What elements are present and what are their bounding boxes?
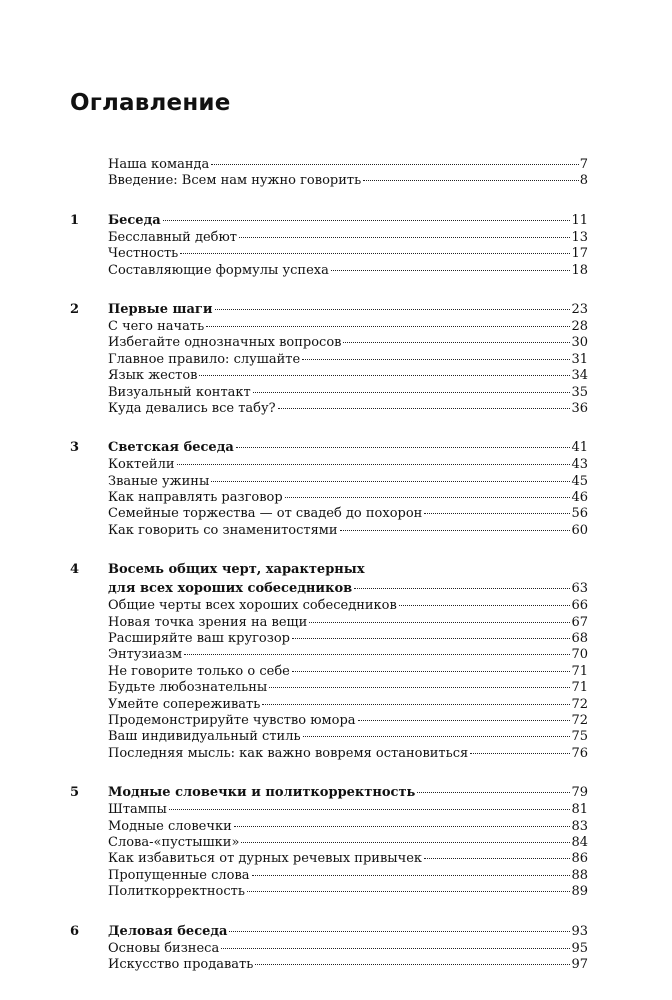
toc-entry[interactable] [70, 746, 588, 762]
dot-leader [169, 809, 571, 810]
toc-entry-page: 31 [571, 351, 588, 367]
dot-leader [399, 605, 571, 606]
dot-leader [278, 408, 571, 409]
chapter-page: 93 [571, 923, 588, 939]
chapter-heading[interactable] [70, 560, 588, 598]
toc-entry-title: Наша команда [108, 157, 210, 172]
toc-entry-page: 46 [571, 490, 588, 506]
dot-leader [285, 497, 571, 498]
table-of-contents [70, 157, 588, 994]
toc-entry-title: Как избавиться от дурных речевых привычек [108, 851, 423, 867]
dot-leader [303, 736, 571, 737]
toc-entry-page: 60 [571, 522, 588, 538]
dot-leader [309, 622, 570, 623]
toc-entry-page: 8 [579, 173, 588, 189]
chapter-title: Светская беседа [108, 440, 234, 456]
chapter-heading[interactable] [70, 438, 588, 457]
toc-entry-page: 71 [571, 663, 588, 679]
toc-entry-page: 56 [571, 506, 588, 522]
dot-leader [302, 359, 570, 360]
chapter-page: 11 [571, 212, 588, 228]
toc-entry-page: 95 [571, 940, 588, 956]
toc-chapter-3 [70, 438, 588, 539]
toc-entry-title: Слова-«пустышки» [108, 834, 240, 850]
dot-leader [221, 948, 570, 949]
toc-intro [70, 157, 588, 190]
toc-entry[interactable] [70, 729, 588, 745]
toc-entry[interactable] [70, 173, 588, 189]
toc-entry[interactable] [70, 835, 588, 851]
toc-entry-title: Как направлять разговор [108, 490, 283, 506]
toc-entry-title: Общие черты всех хороших собеседников [108, 598, 397, 614]
toc-entry[interactable] [70, 802, 588, 818]
toc-entry-title: Введение: Всем нам нужно говорить [108, 173, 362, 189]
dot-leader [255, 964, 570, 965]
toc-entry-page: 81 [571, 802, 588, 818]
chapter-heading[interactable] [70, 300, 588, 319]
toc-entry[interactable] [70, 647, 588, 663]
toc-entry[interactable] [70, 352, 588, 368]
toc-entry-page: 28 [571, 318, 588, 334]
toc-entry[interactable] [70, 680, 588, 696]
toc-chapter-4 [70, 560, 588, 762]
dot-leader [211, 481, 570, 482]
toc-chapter-1 [70, 211, 588, 279]
toc-entry-title: Новая точка зрения на вещи [108, 614, 308, 630]
toc-entry[interactable] [70, 523, 588, 539]
toc-entry[interactable] [70, 884, 588, 900]
toc-entry[interactable] [70, 457, 588, 473]
toc-entry-title: Избегайте однозначных вопросов [108, 335, 342, 351]
page-title: Оглавление [70, 90, 231, 116]
toc-entry[interactable] [70, 506, 588, 522]
toc-entry-page: 18 [571, 262, 588, 278]
toc-entry[interactable] [70, 490, 588, 506]
chapter-title: Первые шаги [108, 301, 213, 317]
dot-leader [163, 220, 571, 221]
toc-entry-page: 7 [579, 157, 588, 172]
toc-entry-title: Модные словечки [108, 818, 232, 834]
toc-entry[interactable] [70, 664, 588, 680]
toc-entry-title: Будьте любознательны [108, 680, 268, 696]
toc-entry[interactable] [70, 319, 588, 335]
chapter-title: для всех хороших собеседников [108, 581, 353, 597]
toc-entry-page: 70 [571, 647, 588, 663]
toc-entry-page: 45 [571, 473, 588, 489]
dot-leader [180, 253, 570, 254]
chapter-heading[interactable] [70, 783, 588, 802]
dot-leader [417, 792, 570, 793]
toc-entry-title: Главное правило: слушайте [108, 351, 301, 367]
toc-entry-title: Энтузиазм [108, 647, 183, 663]
dot-leader [177, 464, 571, 465]
dot-leader [206, 326, 570, 327]
toc-entry-page: 88 [571, 867, 588, 883]
toc-entry-page: 68 [571, 631, 588, 647]
toc-entry-page: 66 [571, 598, 588, 614]
toc-entry[interactable] [70, 631, 588, 647]
toc-entry-title: Не говорите только о себе [108, 663, 290, 679]
dot-leader [470, 753, 570, 754]
toc-entry-page: 30 [571, 335, 588, 351]
toc-entry[interactable] [70, 157, 588, 173]
toc-entry[interactable] [70, 385, 588, 401]
toc-entry[interactable] [70, 401, 588, 417]
dot-leader [269, 687, 570, 688]
toc-entry[interactable] [70, 697, 588, 713]
toc-entry[interactable] [70, 230, 588, 246]
toc-entry-page: 71 [571, 680, 588, 696]
toc-entry-page: 76 [571, 745, 588, 761]
chapter-number: 5 [70, 785, 80, 801]
toc-entry-page: 72 [571, 696, 588, 712]
toc-entry-page: 83 [571, 818, 588, 834]
toc-entry[interactable] [70, 368, 588, 384]
toc-entry-title: Продемонстрируйте чувство юмора [108, 712, 356, 728]
toc-entry-title: Званые ужины [108, 473, 210, 489]
toc-entry-page: 43 [571, 457, 588, 473]
toc-entry-title: Пропущенные слова [108, 867, 250, 883]
toc-chapter-6 [70, 922, 588, 974]
toc-entry-title: Основы бизнеса [108, 940, 220, 956]
toc-entry-page: 86 [571, 851, 588, 867]
chapter-page: 63 [571, 581, 588, 597]
dot-leader [424, 513, 570, 514]
dot-leader [253, 392, 571, 393]
dot-leader [184, 654, 570, 655]
dot-leader [252, 875, 571, 876]
toc-entry-title: Искусство продавать [108, 956, 254, 972]
chapter-number: 4 [70, 562, 80, 578]
dot-leader [215, 309, 571, 310]
dot-leader [262, 704, 570, 705]
dot-leader [424, 858, 570, 859]
toc-entry[interactable] [70, 474, 588, 490]
toc-entry[interactable] [70, 851, 588, 867]
toc-entry-page: 35 [571, 384, 588, 400]
chapter-number: 2 [70, 301, 80, 317]
dot-leader [292, 671, 571, 672]
dot-leader [363, 180, 579, 181]
toc-entry[interactable] [70, 819, 588, 835]
toc-chapter-2 [70, 300, 588, 417]
toc-entry-page: 97 [571, 956, 588, 972]
dot-leader [292, 638, 570, 639]
chapter-heading[interactable] [70, 922, 588, 941]
dot-leader [236, 447, 571, 448]
toc-entry[interactable] [70, 713, 588, 729]
chapter-number: 6 [70, 923, 80, 939]
dot-leader [229, 931, 570, 932]
chapter-number: 1 [70, 212, 80, 228]
toc-entry-page: 89 [571, 884, 588, 900]
chapter-page: 23 [571, 301, 588, 317]
dot-leader [211, 164, 578, 165]
dot-leader [331, 270, 571, 271]
chapter-page: 41 [571, 440, 588, 456]
toc-entry-page: 34 [571, 368, 588, 384]
chapter-heading[interactable] [70, 211, 588, 230]
chapter-number: 3 [70, 440, 80, 456]
dot-leader [247, 891, 571, 892]
toc-entry[interactable] [70, 263, 588, 279]
chapter-title: Деловая беседа [108, 923, 228, 939]
toc-entry[interactable] [70, 598, 588, 614]
toc-entry-title: Куда девались все табу? [108, 400, 276, 416]
toc-entry[interactable] [70, 246, 588, 262]
dot-leader [239, 237, 570, 238]
dot-leader [358, 720, 571, 721]
toc-entry[interactable] [70, 335, 588, 351]
toc-entry-title: Визуальный контакт [108, 384, 251, 400]
toc-entry-title: Честность [108, 246, 179, 262]
toc-entry-title: Язык жестов [108, 368, 198, 384]
dot-leader [343, 342, 570, 343]
toc-entry-page: 75 [571, 729, 588, 745]
toc-entry-page: 72 [571, 712, 588, 728]
toc-entry-title: Расширяйте ваш кругозор [108, 631, 290, 647]
toc-entry-title: Штампы [108, 802, 167, 818]
chapter-title: Модные словечки и политкорректность [108, 785, 416, 801]
toc-entry[interactable] [70, 868, 588, 884]
toc-entry-page: 36 [571, 400, 588, 416]
toc-entry-title: Составляющие формулы успеха [108, 262, 329, 278]
dot-leader [234, 826, 571, 827]
toc-entry-title: Последняя мысль: как важно вовремя остановиться [108, 745, 469, 761]
toc-entry-title: Семейные торжества — от свадеб до похорон [108, 506, 423, 522]
dot-leader [340, 530, 571, 531]
dot-leader [199, 375, 570, 376]
toc-entry-title: Умейте сопереживать [108, 696, 261, 712]
chapter-title-line1: Восемь общих черт, характерных [108, 562, 365, 578]
toc-chapter-5 [70, 783, 588, 900]
toc-entry-title: Коктейли [108, 457, 175, 473]
toc-entry[interactable] [70, 615, 588, 631]
dot-leader [354, 588, 570, 589]
toc-entry-page: 13 [571, 229, 588, 245]
toc-entry-page: 67 [571, 614, 588, 630]
toc-entry-title: Как говорить со знаменитостями [108, 522, 338, 538]
chapter-page: 79 [571, 785, 588, 801]
toc-entry-title: Бесславный дебют [108, 229, 237, 245]
toc-entry[interactable] [70, 941, 588, 957]
toc-entry[interactable] [70, 957, 588, 973]
chapter-title: Беседа [108, 212, 161, 228]
dot-leader [241, 842, 570, 843]
toc-entry-title: Ваш индивидуальный стиль [108, 729, 301, 745]
toc-entry-title: С чего начать [108, 318, 205, 334]
toc-entry-title: Политкорректность [108, 884, 245, 900]
toc-entry-page: 84 [571, 834, 588, 850]
toc-entry-page: 17 [571, 246, 588, 262]
